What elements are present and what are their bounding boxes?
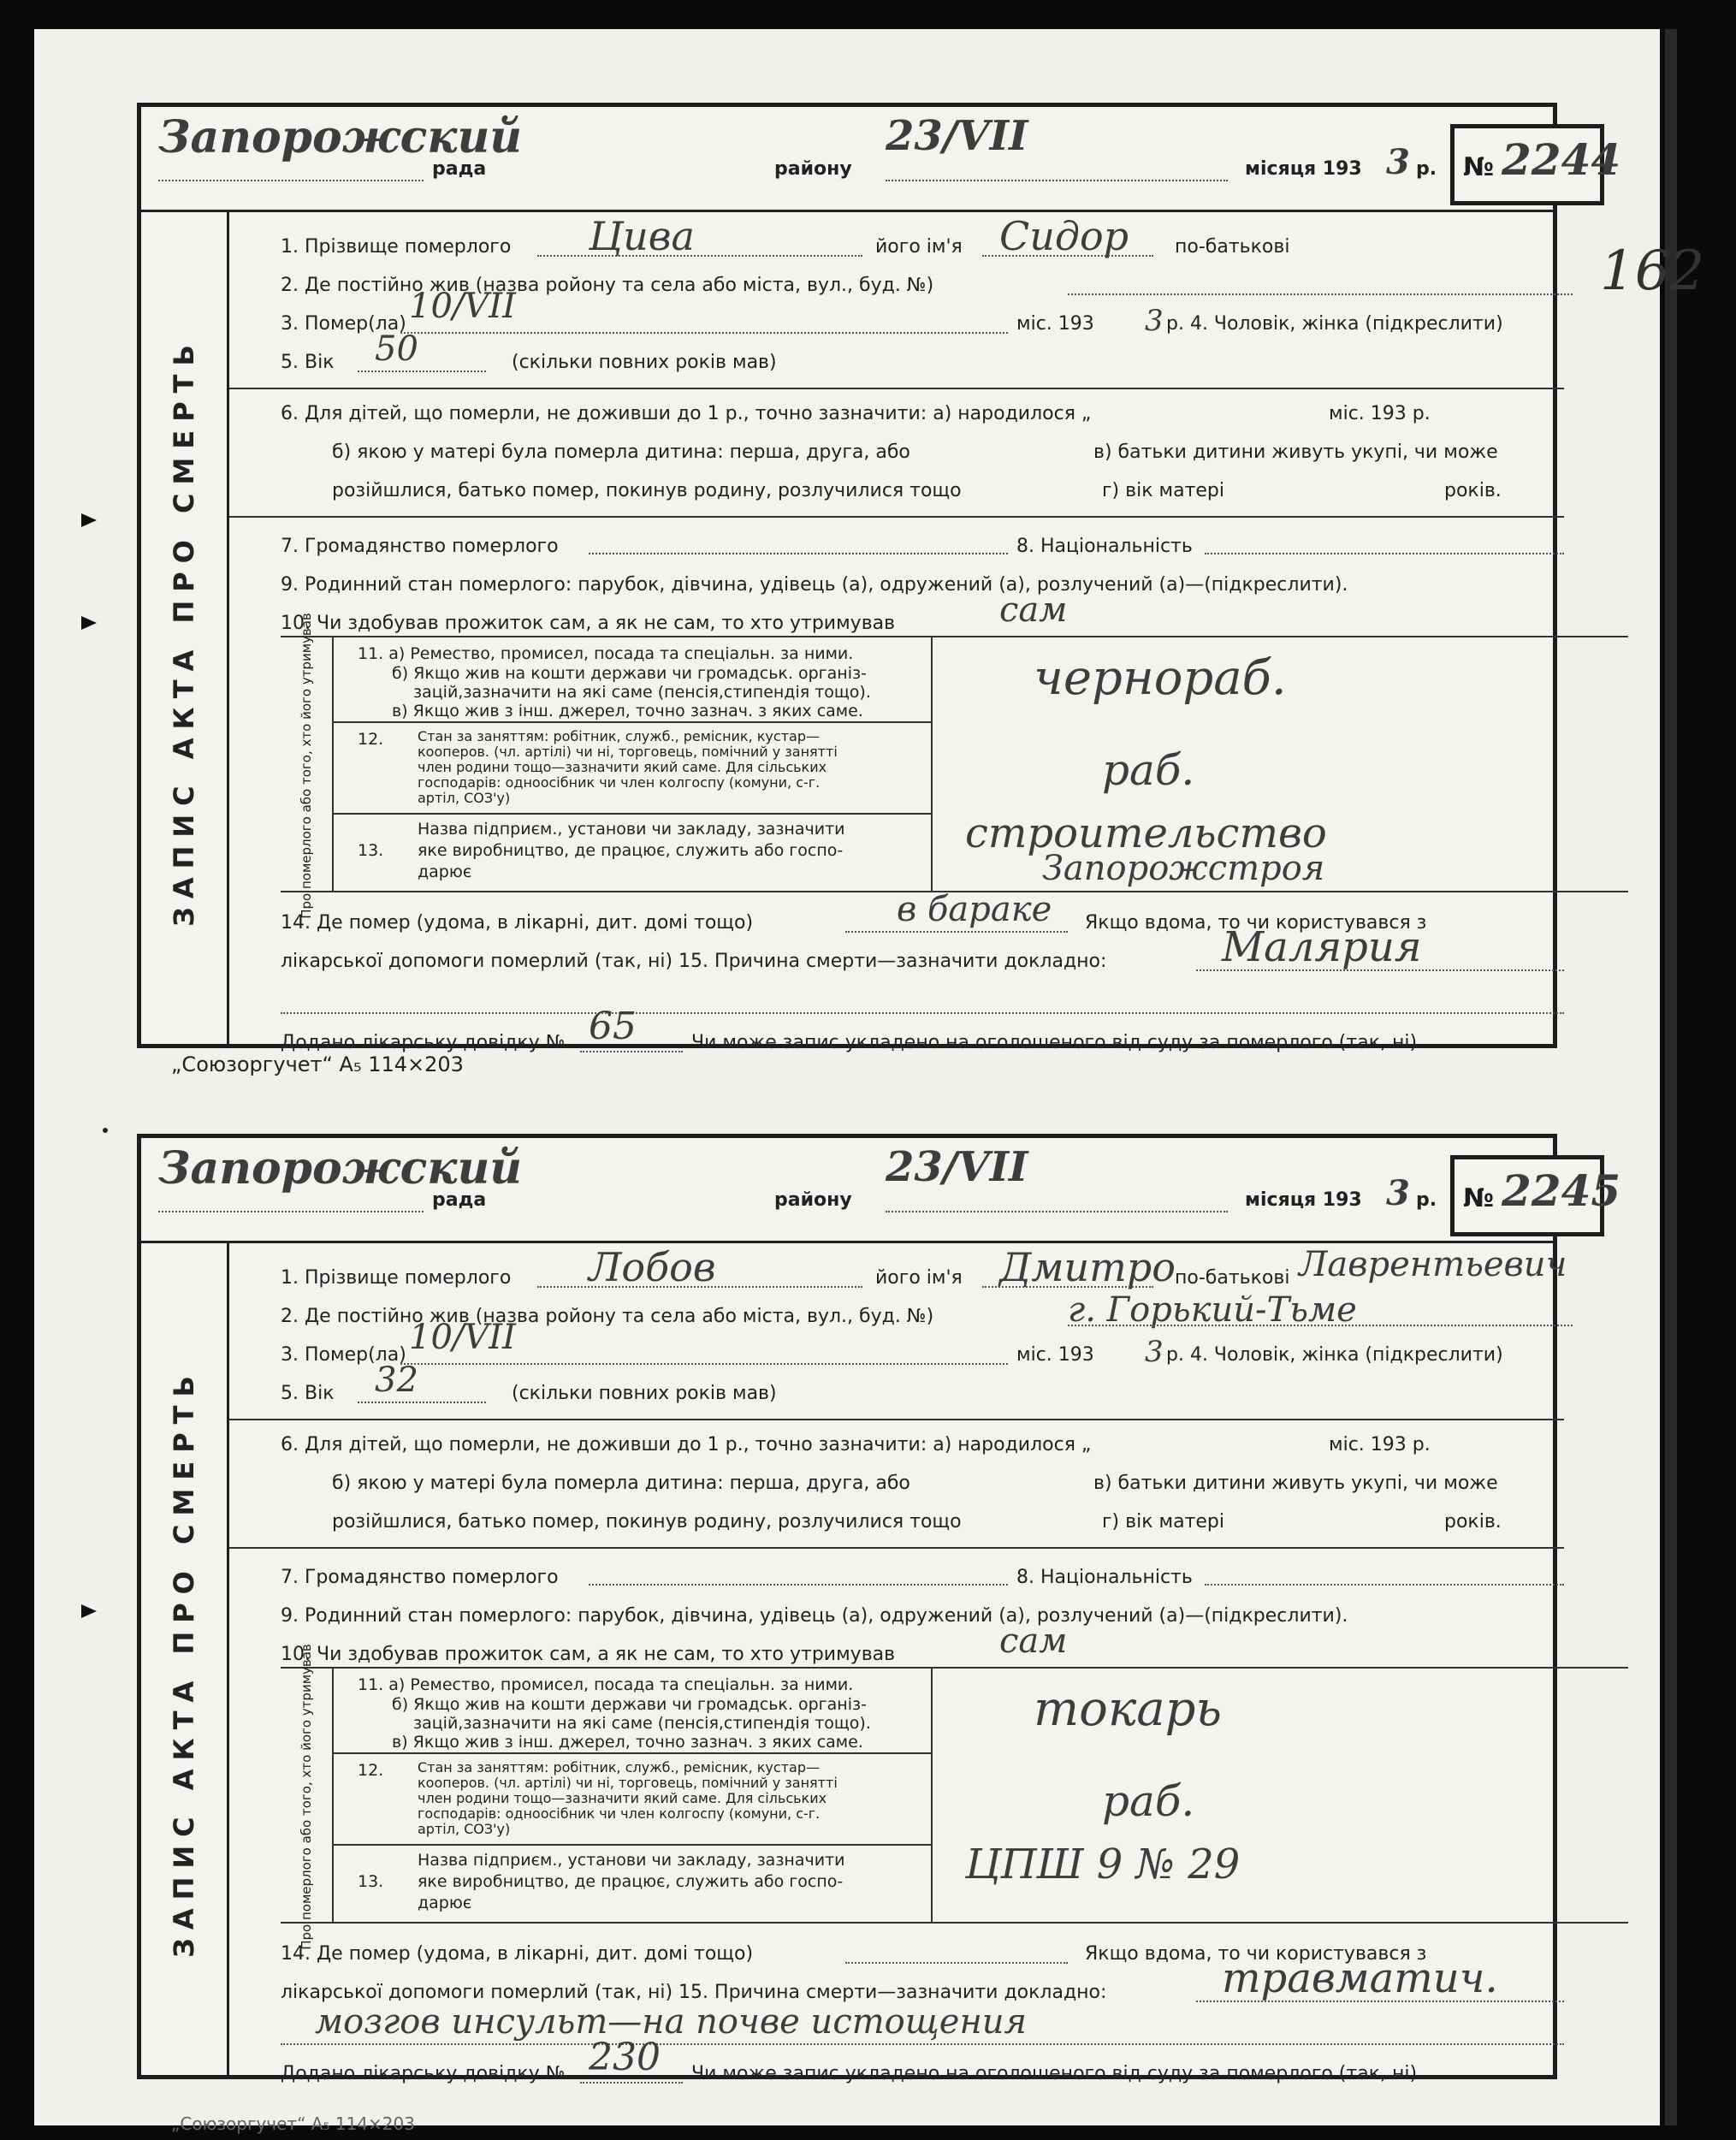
field-3-label: 3. Помер(ла) xyxy=(281,313,406,335)
certificate-handwritten: 65 xyxy=(589,1005,637,1048)
field-6a: 6. Для дітей, що померли, не доживши до 1 р., точно зазначити: а) народилося „ xyxy=(281,1434,1092,1455)
cause-handwritten: Малярия xyxy=(1222,923,1422,971)
year-handwritten: 3 xyxy=(1386,1173,1410,1213)
field-line xyxy=(400,1363,1008,1365)
field-line xyxy=(1196,969,1564,971)
field-6c-tail: г) вік матері xyxy=(1102,1511,1224,1532)
field-8-label: 8. Національність xyxy=(1016,536,1193,557)
form-body xyxy=(227,210,1553,1053)
field-1-label: 1. Прізвище померлого xyxy=(281,1267,512,1289)
form-header xyxy=(141,1138,1553,1241)
record-number-box xyxy=(1450,1155,1621,1236)
field-9-label: 9. Родинний стан померлого: парубок, дівчина, удівець (а), одружений (а), розлучений (а)—(підкреслити). xyxy=(281,574,1348,596)
record-number-handwritten: 2245 xyxy=(1502,1165,1621,1216)
age-handwritten: 32 xyxy=(375,1360,418,1400)
certificate-tail: Чи може запис укладено на оголошеного від суду за померлого (так, ні). xyxy=(691,2063,1424,2084)
council-label: рада xyxy=(432,1189,487,1211)
date-handwritten: 23/VII xyxy=(886,112,1028,160)
surname-handwritten: Лобов xyxy=(589,1244,716,1290)
workplace-handwritten-2: Запорожстроя xyxy=(1042,849,1325,888)
field-12e: артіл, СОЗ'у) xyxy=(418,1821,511,1837)
field-6c: розійшлися, батько помер, покинув родину, розлучилися тощо xyxy=(332,1511,962,1532)
field-line xyxy=(580,2082,683,2084)
number-sign: № xyxy=(1463,152,1495,182)
field-6a-tail: міс. 193 р. xyxy=(1329,403,1431,424)
field-line xyxy=(589,553,1008,554)
divider xyxy=(332,813,931,815)
field-line xyxy=(982,1286,1153,1288)
year-handwritten: 3 xyxy=(1386,142,1410,182)
name-label: його ім'я xyxy=(875,1267,963,1289)
occupation-side-label xyxy=(281,613,332,919)
field-line xyxy=(845,1962,1068,1964)
field-2-label: 2. Де постійно жив (назва ройону та села або міста, вул., буд. №) xyxy=(281,275,934,296)
council-handwritten: Запорожский xyxy=(158,111,523,163)
field-13a: Назва підприєм., установи чи закладу, зазначити xyxy=(418,820,845,839)
record-number-box xyxy=(1450,124,1621,205)
field-11c: в) Якщо жив з інш. джерел, точно зазнач. з яких саме. xyxy=(392,1733,863,1752)
field-11c: в) Якщо жив з інш. джерел, точно зазнач. з яких саме. xyxy=(392,702,863,720)
field-8-label: 8. Національність xyxy=(1016,1567,1193,1588)
field-6b-tail: в) батьки дитини живуть укупі, чи може xyxy=(1093,442,1498,463)
field-line xyxy=(358,1402,486,1403)
council-line xyxy=(158,180,424,181)
field-15-label: лікарської допомоги померлий (так, ні) 15. Причина смерти—зазначити докладно: xyxy=(281,1982,1107,2003)
name-handwritten: Дмитро xyxy=(999,1244,1176,1290)
death-year-handwritten: 3 xyxy=(1145,304,1164,338)
place-handwritten: в бараке xyxy=(897,890,1052,929)
field-12a: Стан за заняттям: робітник, служб., ремісник, кустар— xyxy=(418,1759,820,1775)
district-label: району xyxy=(774,1189,852,1211)
field-7-label: 7. Громадянство померлого xyxy=(281,536,559,557)
death-record-form xyxy=(137,1134,1621,2084)
divider xyxy=(931,637,933,891)
field-12-number: 12. xyxy=(358,1761,384,1780)
date-line xyxy=(886,180,1228,181)
field-13-number: 13. xyxy=(358,1872,384,1891)
field-13c: дарює xyxy=(418,1894,472,1912)
month-year-label: міс. 193 xyxy=(1016,1344,1094,1366)
form-body xyxy=(227,1241,1567,2084)
certificate-label: Додано лікарську довідку № xyxy=(281,1032,566,1053)
field-5-label: 5. Вік xyxy=(281,352,335,373)
field-1-label: 1. Прізвище померлого xyxy=(281,236,512,258)
death-date-handwritten: 10/VII xyxy=(409,287,516,326)
field-line xyxy=(1068,1325,1573,1326)
field-line xyxy=(537,255,862,257)
trade-handwritten: чернораб. xyxy=(1034,650,1287,706)
patronymic-label: по-батькові xyxy=(1175,236,1290,258)
divider xyxy=(229,1547,1564,1549)
field-line xyxy=(281,1012,1564,1014)
field-6b-tail: в) батьки дитини живуть укупі, чи може xyxy=(1093,1473,1498,1494)
age-handwritten: 50 xyxy=(375,329,418,369)
surname-handwritten: Цива xyxy=(589,213,695,259)
field-10-label: 10. Чи здобував прожиток сам, а як не сам, то хто утримував xyxy=(281,1644,896,1665)
margin-arrow-mark xyxy=(81,513,97,527)
death-date-handwritten: 10/VII xyxy=(409,1318,516,1357)
field-2-label: 2. Де постійно жив (назва ройону та села або міста, вул., буд. №) xyxy=(281,1306,934,1327)
field-line xyxy=(589,1584,1008,1586)
field-6c-end: років. xyxy=(1444,480,1502,501)
field-6b: б) якою у матері була померла дитина: перша, друга, або xyxy=(332,442,910,463)
divider xyxy=(229,1419,1564,1420)
month-label: місяця 193 xyxy=(1245,158,1362,180)
divider xyxy=(229,516,1564,518)
field-12c: член родини тощо—зазначити який саме. Для сільських xyxy=(418,759,827,775)
field-12e: артіл, СОЗ'у) xyxy=(418,790,511,806)
workplace-handwritten: строительство xyxy=(965,809,1327,857)
council-handwritten: Запорожский xyxy=(158,1142,523,1194)
field-3-label: 3. Помер(ла) xyxy=(281,1344,406,1366)
month-year-label: міс. 193 xyxy=(1016,313,1094,335)
field-11a: 11. а) Ремество, промисел, посада та спеціальн. за ними. xyxy=(358,644,854,663)
field-11a: 11. а) Ремество, промисел, посада та спеціальн. за ними. xyxy=(358,1675,854,1694)
field-line xyxy=(982,255,1153,257)
field-line xyxy=(358,370,486,372)
field-6a-tail: міс. 193 р. xyxy=(1329,1434,1431,1455)
field-13b: яке виробництво, де працює, служить або госпо- xyxy=(418,841,844,860)
field-11b2: зацій,зазначити на які саме (пенсія,стипендія тощо). xyxy=(413,683,871,702)
number-sign: № xyxy=(1463,1183,1495,1213)
field-9-label: 9. Родинний стан померлого: парубок, дівчина, удівець (а), одружений (а), розлучений (а)—(підкреслити). xyxy=(281,1605,1348,1627)
side-title: ЗАПИС АКТА ПРО СМЕРТЬ xyxy=(168,1367,200,1958)
field-12b: кооперов. (чл. артілі) чи ні, торговець, помічний у занятті xyxy=(418,744,838,760)
council-label: рада xyxy=(432,158,487,180)
sex-label: р. 4. Чоловік, жінка (підкреслити) xyxy=(1166,1344,1503,1366)
divider xyxy=(332,637,334,891)
age-hint: (скільки повних років мав) xyxy=(512,1383,777,1404)
field-line xyxy=(400,332,1008,334)
field-6c-end: років. xyxy=(1444,1511,1502,1532)
divider xyxy=(332,721,931,723)
field-12d: господарів: одноосібник чи член колгоспу (комуни, с-г. xyxy=(418,774,821,791)
margin-arrow-mark xyxy=(81,1604,97,1618)
field-line xyxy=(1205,1584,1564,1586)
field-12c: член родини тощо—зазначити який саме. Для сільських xyxy=(418,1790,827,1806)
age-hint: (скільки повних років мав) xyxy=(512,352,777,373)
page-edge xyxy=(1665,29,1677,2125)
death-year-handwritten: 3 xyxy=(1145,1335,1164,1369)
field-6c: розійшлися, батько помер, покинув родину, розлучилися тощо xyxy=(332,480,962,501)
field-13a: Назва підприєм., установи чи закладу, зазначити xyxy=(418,1851,845,1870)
speck xyxy=(103,1128,108,1133)
trade-handwritten: токарь xyxy=(1034,1681,1222,1737)
year-suffix: р. xyxy=(1416,158,1437,180)
support-handwritten: сам xyxy=(999,1621,1068,1661)
side-number-handwritten: 162 xyxy=(1600,240,1705,303)
field-12b: кооперов. (чл. артілі) чи ні, торговець, помічний у занятті xyxy=(418,1775,838,1791)
name-handwritten: Сидор xyxy=(999,213,1129,259)
field-6b: б) якою у матері була померла дитина: перша, друга, або xyxy=(332,1473,910,1494)
field-line xyxy=(845,931,1068,933)
field-15-label: лікарської допомоги померлий (так, ні) 15. Причина смерти—зазначити докладно: xyxy=(281,951,1107,972)
field-12a: Стан за заняттям: робітник, служб., ремісник, кустар— xyxy=(418,728,820,744)
field-12-number: 12. xyxy=(358,730,384,749)
form-header xyxy=(141,107,1553,210)
district-label: району xyxy=(774,158,852,180)
field-13b: яке виробництво, де працює, служить або госпо- xyxy=(418,1872,844,1891)
certificate-label: Додано лікарську довідку № xyxy=(281,2063,566,2084)
field-14-tail: Якщо вдома, то чи користувався з xyxy=(1085,1943,1427,1965)
workplace-handwritten: ЦПШ 9 № 29 xyxy=(965,1841,1241,1888)
certificate-tail: Чи може запис укладено на оголошеного від суду за померлого (так, ні). xyxy=(691,1032,1424,1053)
print-note: „Союзоргучет“ А₅ 114×203 xyxy=(171,1052,464,1076)
field-5-label: 5. Вік xyxy=(281,1383,335,1404)
support-handwritten: сам xyxy=(999,590,1068,630)
divider xyxy=(229,388,1564,389)
field-11b: б) Якщо жив на кошти держави чи громадськ. організ- xyxy=(392,1695,867,1714)
field-14-label: 14. Де помер (удома, в лікарні, дит. домі тощо) xyxy=(281,1943,754,1965)
field-14-tail: Якщо вдома, то чи користувався з xyxy=(1085,912,1427,934)
status-handwritten: раб. xyxy=(1102,1776,1195,1826)
field-6c-tail: г) вік матері xyxy=(1102,480,1224,501)
record-number-handwritten: 2244 xyxy=(1502,134,1621,185)
field-line xyxy=(281,2043,1564,2045)
side-title-column xyxy=(141,210,227,1048)
side-title-column xyxy=(141,1241,227,2079)
date-line xyxy=(886,1211,1228,1212)
death-record-form xyxy=(137,103,1621,1053)
name-label: його ім'я xyxy=(875,236,963,258)
cause-handwritten: травматич. xyxy=(1222,1954,1498,2002)
field-line xyxy=(1068,293,1573,295)
occupation-side-text: Про померлого або того, хто його утримував xyxy=(299,1644,314,1950)
field-line xyxy=(1205,553,1564,554)
occupation-side-label xyxy=(281,1644,332,1950)
field-11b: б) Якщо жив на кошти держави чи громадськ. організ- xyxy=(392,664,867,683)
field-6a: 6. Для дітей, що померли, не доживши до 1 р., точно зазначити: а) народилося „ xyxy=(281,403,1092,424)
year-suffix: р. xyxy=(1416,1189,1437,1211)
council-line xyxy=(158,1211,424,1212)
patronymic-handwritten: Лаврентьевич xyxy=(1299,1245,1567,1284)
address-handwritten: г. Горький-Тьме xyxy=(1068,1290,1357,1330)
field-14-label: 14. Де помер (удома, в лікарні, дит. домі тощо) xyxy=(281,912,754,934)
side-title: ЗАПИС АКТА ПРО СМЕРТЬ xyxy=(168,336,200,927)
field-13-number: 13. xyxy=(358,841,384,860)
field-13c: дарює xyxy=(418,863,472,881)
sex-label: р. 4. Чоловік, жінка (підкреслити) xyxy=(1166,313,1503,335)
month-label: місяця 193 xyxy=(1245,1189,1362,1211)
margin-arrow-mark xyxy=(81,616,97,630)
certificate-handwritten: 230 xyxy=(589,2036,661,2079)
footer-print-note: „Союзоргучет“ А₅ 114×203 xyxy=(171,2113,415,2134)
occupation-side-text: Про померлого або того, хто його утримував xyxy=(299,613,314,919)
divider xyxy=(931,1669,933,1922)
status-handwritten: раб. xyxy=(1102,745,1195,795)
date-handwritten: 23/VII xyxy=(886,1143,1028,1191)
field-10-label: 10. Чи здобував прожиток сам, а як не сам, то хто утримував xyxy=(281,613,896,634)
field-11b2: зацій,зазначити на які саме (пенсія,стипендія тощо). xyxy=(413,1714,871,1733)
field-line xyxy=(1196,2001,1564,2002)
field-line xyxy=(580,1051,683,1052)
patronymic-label: по-батькові xyxy=(1175,1267,1290,1289)
cause-handwritten-2: мозгов инсульт—на почве истощения xyxy=(315,2002,1028,2042)
field-7-label: 7. Громадянство померлого xyxy=(281,1567,559,1588)
field-12d: господарів: одноосібник чи член колгоспу (комуни, с-г. xyxy=(418,1805,821,1822)
divider xyxy=(332,1752,931,1754)
divider xyxy=(332,1844,931,1846)
divider xyxy=(332,1669,334,1922)
